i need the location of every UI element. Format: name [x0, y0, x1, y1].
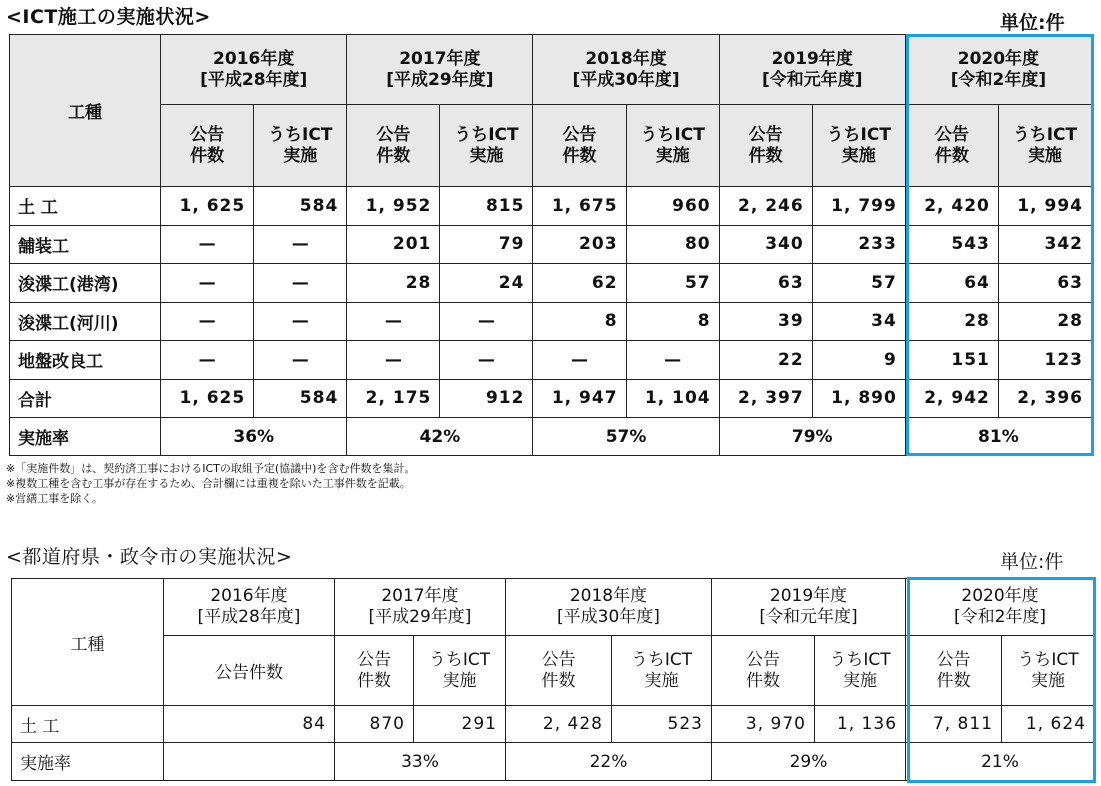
table-cell: —: [161, 341, 254, 380]
table-cell: 870: [335, 706, 414, 743]
table-cell: —: [440, 302, 533, 341]
footnote: ※営繕工事を除く。: [6, 492, 103, 505]
table-cell: 7, 811: [906, 706, 1002, 743]
table-cell: 2, 175: [347, 379, 440, 418]
sub-header-ict: うちICT 実施: [440, 105, 533, 187]
sub-header-ict: うちICT 実施: [1002, 636, 1095, 706]
sub-header-announced: 公告 件数: [712, 636, 815, 706]
table-cell: 57: [626, 264, 719, 303]
table-cell: 123: [998, 341, 1091, 380]
row-label: 浚渫工(港湾): [10, 264, 161, 303]
table-cell: 960: [626, 187, 719, 226]
rate-cell: 36%: [161, 418, 347, 456]
table-cell: —: [347, 341, 440, 380]
table-cell: 24: [440, 264, 533, 303]
table-cell: 1, 675: [533, 187, 626, 226]
table-cell: 1, 952: [347, 187, 440, 226]
footnote: ※「実施件数」は、契約済工事におけるICTの取組予定(協議中)を含む件数を集計。: [6, 462, 416, 475]
table-cell: 39: [719, 302, 812, 341]
rate-cell: 42%: [347, 418, 533, 456]
table-cell: 28: [998, 302, 1091, 341]
rate-cell: 33%: [335, 743, 506, 781]
table-cell: 63: [719, 264, 812, 303]
table-cell: 84: [164, 706, 335, 743]
table-cell: 1, 947: [533, 379, 626, 418]
table-cell: 64: [905, 264, 998, 303]
rate-cell: 29%: [712, 743, 906, 781]
table-row: [10, 225, 1092, 264]
table-cell: 34: [812, 302, 905, 341]
table-cell: 1, 625: [161, 379, 254, 418]
table-cell: 1, 994: [998, 187, 1091, 226]
sub-header-ict: うちICT 実施: [626, 105, 719, 187]
table-cell: 1, 799: [812, 187, 905, 226]
sub-header-announced: 公告 件数: [506, 636, 612, 706]
table-cell: 80: [626, 225, 719, 264]
year-header: 2017年度 [平成29年度]: [335, 579, 506, 636]
ict-construction-table: [9, 34, 1092, 456]
sub-header-ict: うちICT 実施: [998, 105, 1091, 187]
sub-header-announced: 公告 件数: [161, 105, 254, 187]
table-cell: 340: [719, 225, 812, 264]
sub-header-announced: 公告 件数: [719, 105, 812, 187]
prefecture-table: [11, 578, 1095, 781]
sub-header-announced-count: 公告件数: [164, 636, 335, 706]
table-cell: 9: [812, 341, 905, 380]
year-header: 2018年度 [平成30年度]: [506, 579, 712, 636]
table-cell: 543: [905, 225, 998, 264]
table-cell: 815: [440, 187, 533, 226]
table-cell: 291: [414, 706, 506, 743]
table-cell: 201: [347, 225, 440, 264]
rate-cell: 57%: [533, 418, 719, 456]
row-label: 地盤改良工: [10, 341, 161, 380]
table-cell: 3, 970: [712, 706, 815, 743]
table-cell: 57: [812, 264, 905, 303]
rate-cell: 22%: [506, 743, 712, 781]
section1-unit: 単位:件: [1000, 12, 1065, 34]
table-cell: 1, 890: [812, 379, 905, 418]
sub-header-announced: 公告 件数: [347, 105, 440, 187]
table-cell: 151: [905, 341, 998, 380]
table-row: [10, 341, 1092, 380]
section1-title: <ICT施工の実施状況>: [6, 6, 211, 28]
year-header: 2019年度 [令和元年度]: [712, 579, 906, 636]
sub-header-ict: うちICT 実施: [414, 636, 506, 706]
rate-cell: 81%: [905, 418, 1091, 456]
table-cell: 1, 625: [161, 187, 254, 226]
table-cell: 584: [254, 187, 347, 226]
rate-label: 実施率: [12, 743, 164, 781]
table-cell: —: [254, 264, 347, 303]
rate-label: 実施率: [10, 418, 161, 456]
footnotes: [6, 461, 415, 506]
table-cell: —: [626, 341, 719, 380]
table-cell: —: [161, 302, 254, 341]
table-cell: 203: [533, 225, 626, 264]
sub-header-ict: うちICT 実施: [612, 636, 712, 706]
year-header: 2017年度 [平成29年度]: [347, 35, 533, 105]
table-cell: —: [347, 302, 440, 341]
year-header: 2018年度 [平成30年度]: [533, 35, 719, 105]
table-cell: 8: [533, 302, 626, 341]
table-cell: —: [254, 341, 347, 380]
rate-cell: 21%: [906, 743, 1095, 781]
sub-header-announced: 公告 件数: [533, 105, 626, 187]
table-cell: 28: [905, 302, 998, 341]
table-cell: 233: [812, 225, 905, 264]
section2-title: <都道府県・政令市の実施状況>: [6, 546, 293, 568]
table-cell: 28: [347, 264, 440, 303]
table-cell: 342: [998, 225, 1091, 264]
section2-unit: 単位:件: [1000, 551, 1064, 573]
table-cell: 62: [533, 264, 626, 303]
stub-header: 工種: [10, 35, 161, 187]
row-label: 浚渫工(河川): [10, 302, 161, 341]
table-cell: 63: [998, 264, 1091, 303]
sub-header-announced: 公告 件数: [335, 636, 414, 706]
table-row: [10, 302, 1092, 341]
table-cell: —: [161, 225, 254, 264]
year-header: 2016年度 [平成28年度]: [161, 35, 347, 105]
year-header: 2020年度 [令和2年度]: [905, 35, 1091, 105]
year-header: 2016年度 [平成28年度]: [164, 579, 335, 636]
table-cell: 1, 136: [815, 706, 906, 743]
table-cell: 584: [254, 379, 347, 418]
rate-cell: 79%: [719, 418, 905, 456]
table-cell: —: [254, 225, 347, 264]
row-label: 舗装工: [10, 225, 161, 264]
table-cell: 2, 397: [719, 379, 812, 418]
table-cell: 1, 624: [1002, 706, 1095, 743]
sub-header-announced: 公告 件数: [906, 636, 1002, 706]
table-cell: 523: [612, 706, 712, 743]
row-label: 土 工: [12, 706, 164, 743]
stub-header: 工種: [12, 579, 164, 706]
table-cell: 912: [440, 379, 533, 418]
table-cell: 79: [440, 225, 533, 264]
sub-header-ict: うちICT 実施: [254, 105, 347, 187]
table-cell: —: [533, 341, 626, 380]
table-cell: 8: [626, 302, 719, 341]
table-cell: —: [254, 302, 347, 341]
rate-cell: [164, 743, 335, 781]
year-header: 2020年度 [令和2年度]: [906, 579, 1095, 636]
sub-header-ict: うちICT 実施: [812, 105, 905, 187]
table-row: [10, 379, 1092, 418]
table-cell: —: [440, 341, 533, 380]
year-header: 2019年度 [令和元年度]: [719, 35, 905, 105]
table-cell: 2, 396: [998, 379, 1091, 418]
footnote: ※複数工種を含む工事が存在するため、合計欄には重複を除いた工事件数を記載。: [6, 477, 411, 490]
table-row: [10, 187, 1092, 226]
table-cell: 2, 942: [905, 379, 998, 418]
row-label: 土 工: [10, 187, 161, 226]
table-cell: 2, 420: [905, 187, 998, 226]
sub-header-announced: 公告 件数: [905, 105, 998, 187]
table-cell: 22: [719, 341, 812, 380]
row-label: 合計: [10, 379, 161, 418]
table-cell: 1, 104: [626, 379, 719, 418]
table-cell: 2, 428: [506, 706, 612, 743]
sub-header-ict: うちICT 実施: [815, 636, 906, 706]
table-row: [10, 264, 1092, 303]
table-cell: 2, 246: [719, 187, 812, 226]
table-cell: —: [161, 264, 254, 303]
